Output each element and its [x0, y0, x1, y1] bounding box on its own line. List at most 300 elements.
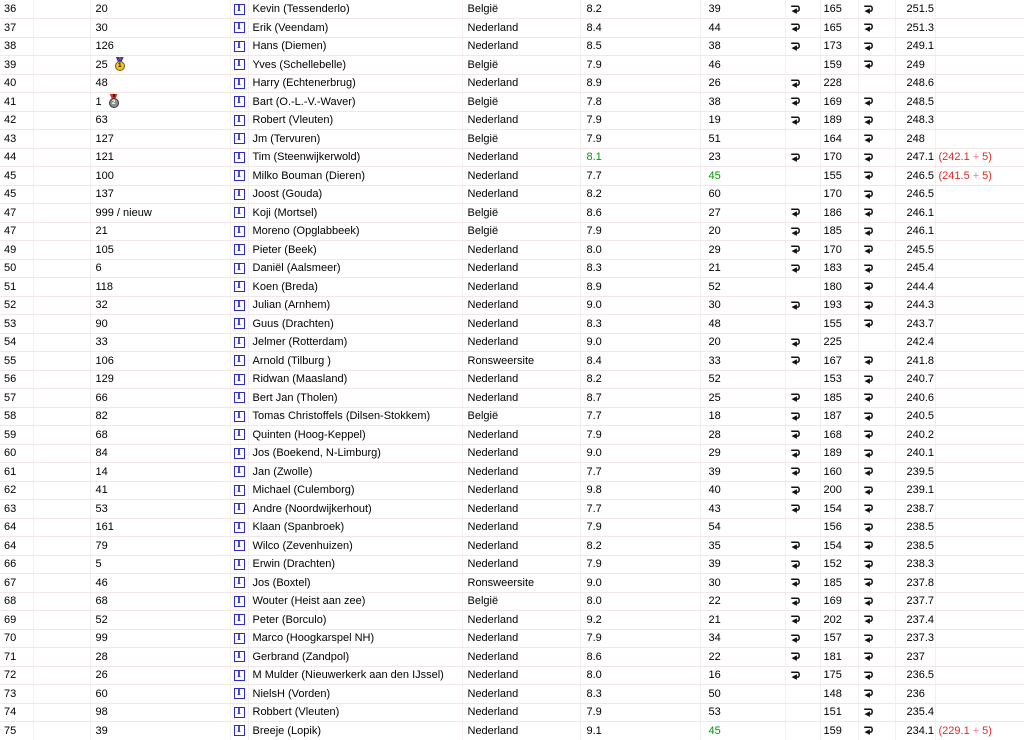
points-value: 167	[823, 354, 842, 367]
points-value: 148	[823, 687, 842, 700]
points-cell	[820, 185, 858, 204]
rank-value: 58	[4, 410, 17, 423]
country-cell	[462, 629, 580, 648]
country-cell	[462, 278, 580, 297]
score-cell	[580, 481, 700, 500]
judge-score: 7.9	[586, 632, 602, 645]
rank-cell	[0, 611, 33, 630]
rider-info-icon[interactable]: I	[234, 355, 245, 366]
country-label: Nederland	[467, 465, 519, 478]
info-cell	[230, 629, 248, 648]
note-cell	[935, 241, 1024, 260]
country-label: Nederland	[467, 243, 519, 256]
table-row	[0, 574, 1024, 593]
points-value: 200	[823, 484, 842, 497]
count-cell	[700, 185, 785, 204]
rank-cell	[0, 74, 33, 93]
rider-info-icon[interactable]: I	[234, 337, 245, 348]
name-cell	[248, 352, 462, 371]
bib-number: 79	[95, 539, 108, 552]
count-value: 51	[708, 132, 721, 145]
count-cell	[700, 148, 785, 167]
bib-number: 48	[95, 77, 108, 90]
replay-arrow-icon	[789, 355, 802, 366]
replay-arrow-icon	[862, 318, 875, 329]
rider-info-icon[interactable]: I	[234, 633, 245, 644]
arrow1-cell	[785, 407, 820, 426]
count-value: 28	[708, 428, 721, 441]
info-cell	[230, 648, 248, 667]
table-row	[0, 0, 1024, 19]
total-cell	[895, 389, 935, 408]
country-cell	[462, 56, 580, 75]
points-cell	[820, 370, 858, 389]
country-cell	[462, 389, 580, 408]
rider-info-icon[interactable]: I	[234, 707, 245, 718]
arrow1-cell	[785, 130, 820, 149]
count-cell	[700, 352, 785, 371]
rider-info-icon[interactable]: I	[234, 374, 245, 385]
total-cell	[895, 463, 935, 482]
table-row	[0, 185, 1024, 204]
points-value: 183	[823, 262, 842, 275]
arrow2-cell	[858, 74, 895, 93]
table-row	[0, 611, 1024, 630]
country-cell	[462, 296, 580, 315]
count-value: 26	[708, 77, 721, 90]
judge-score: 9.0	[586, 299, 602, 312]
country-cell	[462, 130, 580, 149]
rider-info-icon[interactable]: I	[234, 522, 245, 533]
count-value: 35	[708, 539, 721, 552]
rider-info-icon[interactable]: I	[234, 281, 245, 292]
spacer-cell	[33, 167, 90, 186]
rider-name: Bart (O.-L.-V.-Waver)	[252, 95, 356, 108]
table-row	[0, 333, 1024, 352]
count-value: 22	[708, 650, 721, 663]
table-row	[0, 19, 1024, 38]
bib-number: 90	[95, 317, 108, 330]
rider-info-icon[interactable]: I	[234, 115, 245, 126]
count-value: 23	[708, 151, 721, 164]
arrow1-cell	[785, 167, 820, 186]
replay-arrow-icon	[862, 115, 875, 126]
name-cell	[248, 241, 462, 260]
points-cell	[820, 555, 858, 574]
info-cell	[230, 93, 248, 112]
points-cell	[820, 444, 858, 463]
judge-score: 8.4	[586, 354, 602, 367]
country-label: Nederland	[467, 169, 519, 182]
rank-cell	[0, 685, 33, 704]
name-cell	[248, 574, 462, 593]
rider-info-icon[interactable]: I	[234, 59, 245, 70]
rider-info-icon[interactable]: I	[234, 540, 245, 551]
rider-info-icon[interactable]: I	[234, 670, 245, 681]
rank-value: 49	[4, 243, 17, 256]
judge-score: 8.4	[586, 21, 602, 34]
points-value: 157	[823, 632, 842, 645]
table-row	[0, 685, 1024, 704]
count-value: 20	[708, 336, 721, 349]
rider-info-icon[interactable]: I	[234, 96, 245, 107]
bib-cell	[90, 518, 230, 537]
rider-info-icon[interactable]: I	[234, 263, 245, 274]
total-score: 248.3	[906, 114, 935, 127]
rider-info-icon[interactable]: I	[234, 411, 245, 422]
country-cell	[462, 722, 580, 740]
arrow2-cell	[858, 130, 895, 149]
note-cell	[935, 333, 1024, 352]
rider-name: Arnold (Tilburg )	[252, 354, 331, 367]
rank-cell	[0, 703, 33, 722]
rider-info-icon[interactable]: I	[234, 207, 245, 218]
count-cell	[700, 426, 785, 445]
points-cell	[820, 389, 858, 408]
arrow2-cell	[858, 204, 895, 223]
points-cell	[820, 666, 858, 685]
info-cell	[230, 685, 248, 704]
total-score: 243.7	[906, 317, 935, 330]
country-cell	[462, 463, 580, 482]
country-cell	[462, 500, 580, 519]
bib-cell	[90, 685, 230, 704]
rank-cell	[0, 259, 33, 278]
judge-score: 7.9	[586, 428, 602, 441]
rank-cell	[0, 0, 33, 19]
rank-value: 47	[4, 206, 17, 219]
rank-cell	[0, 722, 33, 740]
table-row	[0, 37, 1024, 56]
name-cell	[248, 722, 462, 740]
rank-value: 52	[4, 299, 17, 312]
table-row	[0, 648, 1024, 667]
rank-cell	[0, 352, 33, 371]
replay-arrow-icon	[862, 540, 875, 551]
points-value: 159	[823, 724, 842, 737]
spacer-cell	[33, 574, 90, 593]
spacer-cell	[33, 500, 90, 519]
name-cell	[248, 407, 462, 426]
info-cell	[230, 389, 248, 408]
spacer-cell	[33, 241, 90, 260]
arrow1-cell	[785, 93, 820, 112]
total-cell	[895, 407, 935, 426]
rank-cell	[0, 426, 33, 445]
replay-arrow-icon	[789, 337, 802, 348]
arrow1-cell	[785, 592, 820, 611]
name-cell	[248, 555, 462, 574]
arrow1-cell	[785, 370, 820, 389]
rider-info-icon[interactable]: I	[234, 448, 245, 459]
rank-value: 72	[4, 669, 17, 682]
country-cell	[462, 648, 580, 667]
bib-number: 1	[95, 95, 102, 108]
country-label: Nederland	[467, 336, 519, 349]
arrow1-cell	[785, 463, 820, 482]
count-cell	[700, 19, 785, 38]
arrow1-cell	[785, 204, 820, 223]
rider-info-icon[interactable]: I	[234, 170, 245, 181]
rider-info-icon[interactable]: I	[234, 244, 245, 255]
judge-score: 8.0	[586, 243, 602, 256]
judge-score: 8.3	[586, 262, 602, 275]
rider-info-icon[interactable]: I	[234, 688, 245, 699]
rider-name: Jos (Boxtel)	[252, 576, 311, 589]
table-row	[0, 389, 1024, 408]
bib-cell	[90, 370, 230, 389]
rank-value: 50	[4, 262, 17, 275]
country-label: Nederland	[467, 280, 519, 293]
total-score: 246.5	[906, 169, 935, 182]
arrow2-cell	[858, 167, 895, 186]
note-cell	[935, 592, 1024, 611]
points-cell	[820, 167, 858, 186]
table-row	[0, 259, 1024, 278]
info-cell	[230, 370, 248, 389]
country-cell	[462, 111, 580, 130]
country-cell	[462, 574, 580, 593]
bib-cell	[90, 500, 230, 519]
score-cell	[580, 592, 700, 611]
score-cell	[580, 296, 700, 315]
score-cell	[580, 74, 700, 93]
name-cell	[248, 518, 462, 537]
score-cell	[580, 463, 700, 482]
replay-arrow-icon	[862, 670, 875, 681]
country-label: België	[467, 132, 499, 145]
country-label: Nederland	[467, 114, 519, 127]
country-cell	[462, 666, 580, 685]
score-cell	[580, 352, 700, 371]
rank-value: 36	[4, 3, 17, 15]
bib-cell	[90, 629, 230, 648]
replay-arrow-icon	[862, 207, 875, 218]
spacer-cell	[33, 629, 90, 648]
points-value: 154	[823, 502, 842, 515]
rider-info-icon[interactable]: I	[234, 725, 245, 736]
points-value: 186	[823, 206, 842, 219]
points-value: 165	[823, 3, 842, 15]
replay-arrow-icon	[862, 725, 875, 736]
replay-arrow-icon	[862, 22, 875, 33]
rider-info-icon[interactable]: I	[234, 189, 245, 200]
arrow1-cell	[785, 537, 820, 556]
rider-info-icon[interactable]: I	[234, 78, 245, 89]
info-cell	[230, 592, 248, 611]
judge-score: 7.9	[586, 558, 602, 571]
points-cell	[820, 37, 858, 56]
arrow2-cell	[858, 148, 895, 167]
rider-info-icon[interactable]: I	[234, 300, 245, 311]
score-cell	[580, 259, 700, 278]
spacer-cell	[33, 278, 90, 297]
rider-info-icon[interactable]: I	[234, 318, 245, 329]
rider-info-icon[interactable]: I	[234, 152, 245, 163]
rank-cell	[0, 555, 33, 574]
rider-info-icon[interactable]: I	[234, 4, 245, 15]
rider-info-icon[interactable]: I	[234, 22, 245, 33]
rider-info-icon[interactable]: I	[234, 41, 245, 52]
arrow1-cell	[785, 111, 820, 130]
table-row	[0, 555, 1024, 574]
arrow2-cell	[858, 352, 895, 371]
bib-number: 28	[95, 650, 108, 663]
rank-cell	[0, 444, 33, 463]
rank-cell	[0, 648, 33, 667]
note-cell	[935, 148, 1024, 167]
replay-arrow-icon	[862, 651, 875, 662]
score-cell	[580, 518, 700, 537]
arrow2-cell	[858, 241, 895, 260]
arrow1-cell	[785, 278, 820, 297]
name-cell	[248, 370, 462, 389]
rank-value: 55	[4, 354, 17, 367]
replay-arrow-icon	[789, 244, 802, 255]
country-label: Nederland	[467, 650, 519, 663]
total-score: 240.6	[906, 391, 935, 404]
name-cell	[248, 500, 462, 519]
table-row	[0, 666, 1024, 685]
name-cell	[248, 204, 462, 223]
rider-name: Jelmer (Rotterdam)	[252, 336, 348, 349]
count-value: 60	[708, 188, 721, 201]
bib-cell	[90, 574, 230, 593]
rider-info-icon[interactable]: I	[234, 614, 245, 625]
points-value: 193	[823, 299, 842, 312]
score-cell	[580, 130, 700, 149]
note-cell	[935, 574, 1024, 593]
count-value: 27	[708, 206, 721, 219]
replay-arrow-icon	[862, 281, 875, 292]
bib-cell	[90, 648, 230, 667]
info-cell	[230, 241, 248, 260]
info-cell	[230, 666, 248, 685]
count-value: 44	[708, 21, 721, 34]
points-value: 155	[823, 169, 842, 182]
replay-arrow-icon	[789, 485, 802, 496]
count-value: 19	[708, 114, 721, 127]
replay-arrow-icon	[862, 189, 875, 200]
bib-number: 106	[95, 354, 114, 367]
rank-cell	[0, 315, 33, 334]
spacer-cell	[33, 426, 90, 445]
bib-number: 68	[95, 595, 108, 608]
count-value: 46	[708, 58, 721, 71]
total-score: 248.6	[906, 77, 935, 90]
rider-name: Kevin (Tessenderlo)	[252, 3, 350, 15]
table-row	[0, 370, 1024, 389]
arrow1-cell	[785, 222, 820, 241]
judge-score: 8.3	[586, 317, 602, 330]
total-score: 251.5	[906, 3, 935, 15]
rider-name: Jos (Boekend, N-Limburg)	[252, 447, 381, 460]
judge-score: 8.2	[586, 539, 602, 552]
count-cell	[700, 130, 785, 149]
rank-cell	[0, 574, 33, 593]
arrow2-cell	[858, 407, 895, 426]
rank-cell	[0, 56, 33, 75]
note-plus-sign: +	[972, 724, 980, 737]
rider-info-icon[interactable]: I	[234, 429, 245, 440]
total-score: 242.4	[906, 336, 935, 349]
rider-info-icon[interactable]: I	[234, 577, 245, 588]
info-cell	[230, 555, 248, 574]
note-cell	[935, 370, 1024, 389]
info-cell	[230, 56, 248, 75]
note-previous-score: (241.5	[938, 169, 970, 182]
info-cell	[230, 537, 248, 556]
total-cell	[895, 648, 935, 667]
note-previous-score: (229.1	[938, 724, 970, 737]
rider-info-icon[interactable]: I	[234, 485, 245, 496]
arrow2-cell	[858, 56, 895, 75]
info-cell	[230, 463, 248, 482]
note-cell	[935, 352, 1024, 371]
count-value: 33	[708, 354, 721, 367]
rider-info-icon[interactable]: I	[234, 651, 245, 662]
judge-score: 9.8	[586, 484, 602, 497]
points-value: 169	[823, 595, 842, 608]
name-cell	[248, 333, 462, 352]
country-cell	[462, 37, 580, 56]
rider-info-icon[interactable]: I	[234, 226, 245, 237]
info-cell	[230, 518, 248, 537]
country-label: België	[467, 595, 499, 608]
table-row	[0, 629, 1024, 648]
rider-info-icon[interactable]: I	[234, 133, 245, 144]
points-value: 185	[823, 576, 842, 589]
count-cell	[700, 666, 785, 685]
rider-info-icon[interactable]: I	[234, 466, 245, 477]
rider-info-icon[interactable]: I	[234, 559, 245, 570]
name-cell	[248, 481, 462, 500]
country-cell	[462, 93, 580, 112]
score-cell	[580, 148, 700, 167]
bib-number: 30	[95, 21, 108, 34]
info-cell	[230, 74, 248, 93]
points-value: 151	[823, 706, 842, 719]
judge-score: 7.8	[586, 95, 602, 108]
total-cell	[895, 93, 935, 112]
bib-cell	[90, 426, 230, 445]
bib-number: 121	[95, 151, 114, 164]
replay-arrow-icon	[862, 355, 875, 366]
name-cell	[248, 130, 462, 149]
rank-value: 53	[4, 317, 17, 330]
total-cell	[895, 555, 935, 574]
rider-info-icon[interactable]: I	[234, 503, 245, 514]
score-cell	[580, 666, 700, 685]
name-cell	[248, 167, 462, 186]
points-value: 159	[823, 58, 842, 71]
note-cell	[935, 296, 1024, 315]
rider-info-icon[interactable]: I	[234, 596, 245, 607]
rider-name: Robbert (Vleuten)	[252, 706, 340, 719]
note-cell	[935, 648, 1024, 667]
points-value: 170	[823, 188, 842, 201]
note-cell	[935, 111, 1024, 130]
arrow2-cell	[858, 315, 895, 334]
count-value: 30	[708, 299, 721, 312]
bib-number: 105	[95, 243, 114, 256]
points-value: 185	[823, 391, 842, 404]
replay-arrow-icon	[789, 577, 802, 588]
rider-info-icon[interactable]: I	[234, 392, 245, 403]
country-label: Nederland	[467, 539, 519, 552]
spacer-cell	[33, 0, 90, 19]
total-cell	[895, 315, 935, 334]
